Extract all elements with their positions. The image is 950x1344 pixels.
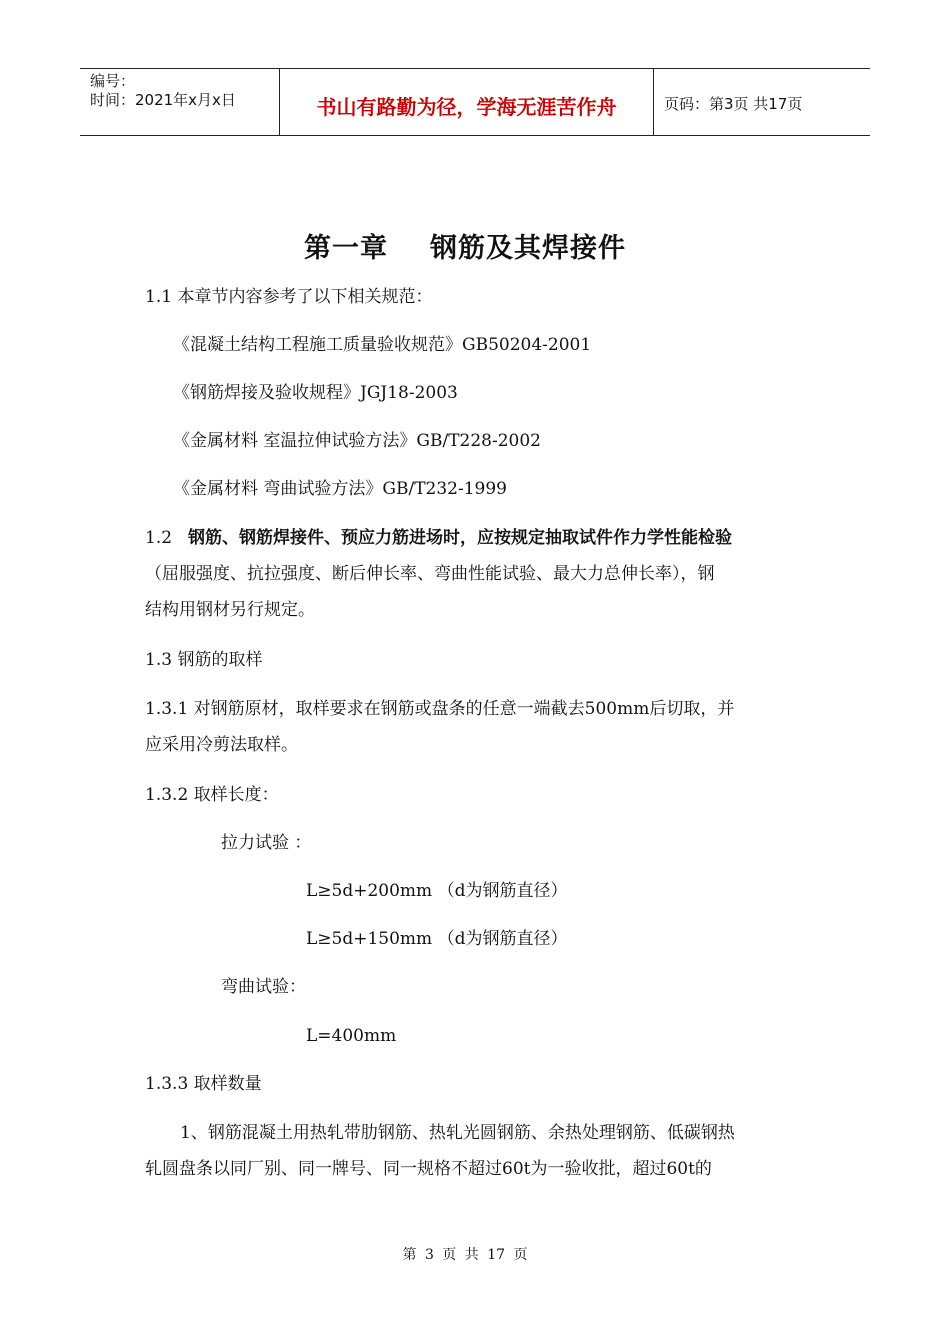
section-1-1: 1.1 本章节内容参考了以下相关规范：	[145, 287, 433, 307]
doc-time-label: 时间：2021年x月x日	[90, 91, 236, 109]
section-1-2-line-3: 结构用钢材另行规定。	[145, 600, 315, 620]
tensile-length-1: L≥5d+200mm （d为钢筋直径）	[306, 881, 568, 901]
page-header	[80, 68, 870, 136]
page-footer: 第 3 页 共 17 页	[402, 1247, 528, 1263]
chapter-title	[0, 226, 930, 265]
reference-4: 《金属材料 弯曲试验方法》GB/T232-1999	[173, 479, 507, 499]
item-1-line-2: 轧圆盘条以同厂别、同一牌号、同一规格不超过60t为一验收批，超过60t的	[145, 1159, 712, 1179]
bend-length: L=400mm	[306, 1026, 397, 1046]
doc-number-label: 编号：	[90, 72, 136, 90]
section-1-3-2: 1.3.2 取样长度：	[145, 785, 279, 805]
section-1-2-number: 1.2	[145, 528, 173, 548]
header-page-info: 页码：第3页 共17页	[664, 94, 803, 113]
section-1-3-3: 1.3.3 取样数量	[145, 1074, 262, 1094]
reference-2: 《钢筋焊接及验收规程》JGJ18-2003	[173, 383, 458, 403]
section-1-3: 1.3 钢筋的取样	[145, 650, 263, 670]
section-1-2	[145, 526, 732, 550]
tensile-length-2: L≥5d+150mm （d为钢筋直径）	[306, 929, 568, 949]
section-1-3-1: 1.3.1 对钢筋原材，取样要求在钢筋或盘条的任意一端截去500mm后切取，并	[145, 699, 735, 719]
chapter-number: 第一章	[304, 233, 388, 264]
section-1-3-1-line-2: 应采用冷剪法取样。	[145, 735, 298, 755]
section-1-2-line-2: （屈服强度、抗拉强度、断后伸长率、弯曲性能试验、最大力总伸长率），钢	[145, 564, 715, 584]
reference-3: 《金属材料 室温拉伸试验方法》GB/T228-2002	[173, 431, 541, 451]
header-motto: 书山有路勤为径，学海无涯苦作舟	[280, 69, 654, 135]
reference-1: 《混凝土结构工程施工质量验收规范》GB50204-2001	[173, 335, 592, 355]
tensile-test-label: 拉力试验 ：	[221, 833, 312, 853]
section-1-2-bold-text: 钢筋、钢筋焊接件、预应力筋进场时，应按规定抽取试件作力学性能检验	[188, 528, 733, 548]
bend-test-label: 弯曲试验：	[221, 977, 306, 997]
header-meta	[80, 69, 280, 135]
chapter-name: 钢筋及其焊接件	[430, 233, 626, 264]
item-1-line-1: 1、钢筋混凝土用热轧带肋钢筋、热轧光圆钢筋、余热处理钢筋、低碳钢热	[180, 1123, 735, 1143]
